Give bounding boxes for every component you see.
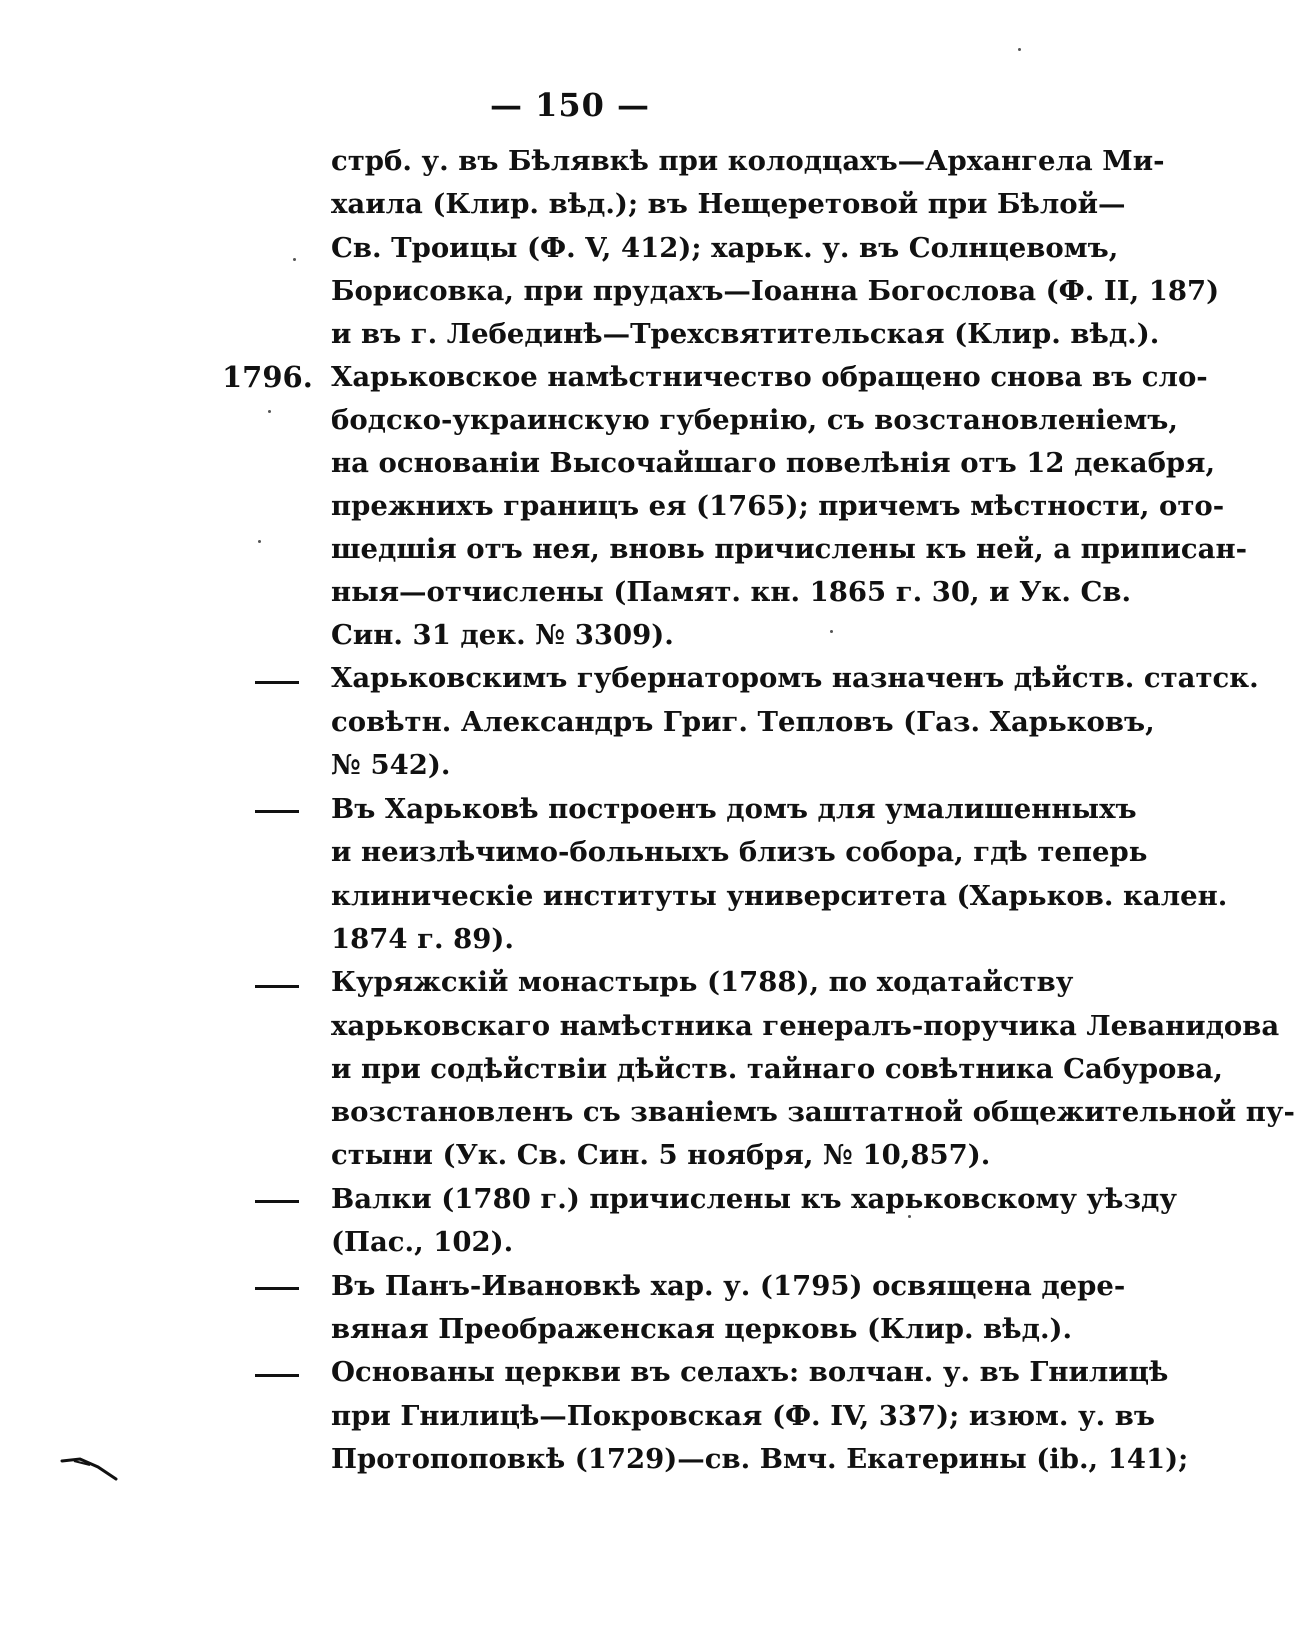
scan-speck — [268, 410, 271, 413]
text-line: при Гнилицѣ—Покровская (Ф. IV, 337); изюм. у. въ — [331, 1400, 1156, 1432]
text-line: Борисовка, при прудахъ—Іоанна Богослова (Ф. II, 187) — [331, 275, 1220, 307]
text-line: Основаны церкви въ селахъ: волчан. у. въ Гнилицѣ — [331, 1356, 1169, 1388]
scan-speck — [293, 258, 296, 261]
text-line: ныя—отчислены (Памят. кн. 1865 г. 30, и Ук. Св. — [331, 576, 1132, 608]
text-line: Св. Троицы (Ф. V, 412); харьк. у. въ Солнцевомъ, — [331, 232, 1119, 264]
scan-speck — [830, 630, 833, 633]
text-line: и неизлѣчимо-больныхъ близъ собора, гдѣ теперь — [331, 836, 1148, 868]
scan-speck — [258, 540, 261, 543]
entry-dash — [255, 1374, 299, 1377]
text-line: Въ Харьковѣ построенъ домъ для умалишенныхъ — [331, 793, 1137, 825]
page-number: — 150 — — [489, 86, 651, 124]
margin-year: 1796. — [222, 360, 313, 394]
text-line: стыни (Ук. Св. Син. 5 ноября, № 10,857). — [331, 1139, 991, 1171]
text-line: вяная Преображенская церковь (Клир. вѣд.). — [331, 1313, 1073, 1345]
text-line: Въ Панъ-Ивановкѣ хар. у. (1795) освящена дере- — [331, 1270, 1126, 1302]
text-line: Куряжскій монастырь (1788), по ходатайству — [331, 966, 1074, 998]
text-line: № 542). — [331, 749, 451, 781]
text-line: Валки (1780 г.) причислены къ харьковскому уѣзду — [331, 1183, 1177, 1215]
entry-dash — [255, 681, 299, 684]
text-line: стрб. у. въ Бѣлявкѣ при колодцахъ—Архангела Ми- — [331, 145, 1165, 177]
entry-dash — [255, 1200, 299, 1203]
scan-speck — [1018, 48, 1021, 51]
text-line: возстановленъ съ званіемъ заштатной общежительной пу- — [331, 1096, 1295, 1128]
text-line: клиническіе институты университета (Харьков. кален. — [331, 880, 1228, 912]
entry-dash — [255, 985, 299, 988]
entry-dash — [255, 1287, 299, 1290]
scan-speck — [908, 1215, 911, 1218]
text-line: прежнихъ границъ ея (1765); причемъ мѣстности, ото- — [331, 490, 1225, 522]
text-line: бодско-украинскую губернію, съ возстановленіемъ, — [331, 404, 1178, 436]
text-line: совѣтн. Александръ Григ. Тепловъ (Газ. Харьковъ, — [331, 706, 1155, 738]
text-line: 1874 г. 89). — [331, 923, 514, 955]
scan-artifact-mark — [60, 1455, 120, 1483]
text-line: харьковскаго намѣстника генералъ-поручика Леванидова — [331, 1010, 1280, 1042]
text-line: шедшія отъ нея, вновь причислены къ ней, а приписан- — [331, 533, 1247, 565]
text-line: Харьковское намѣстничество обращено снова въ сло- — [331, 361, 1208, 393]
text-line: (Пас., 102). — [331, 1226, 514, 1258]
text-line: на основаніи Высочайшаго повелѣнія отъ 12 декабря, — [331, 447, 1216, 479]
text-line: Протопоповкѣ (1729)—св. Вмч. Екатерины (ib., 141); — [331, 1443, 1189, 1475]
text-line: хаила (Клир. вѣд.); въ Нещеретовой при Бѣлой— — [331, 188, 1126, 220]
text-line: и при содѣйствіи дѣйств. тайнаго совѣтника Сабурова, — [331, 1053, 1223, 1085]
text-line: и въ г. Лебединѣ—Трехсвятительская (Клир. вѣд.). — [331, 318, 1160, 350]
text-line: Син. 31 дек. № 3309). — [331, 619, 674, 651]
text-line: Харьковскимъ губернаторомъ назначенъ дѣйств. статск. — [331, 662, 1259, 694]
entry-dash — [255, 810, 299, 813]
